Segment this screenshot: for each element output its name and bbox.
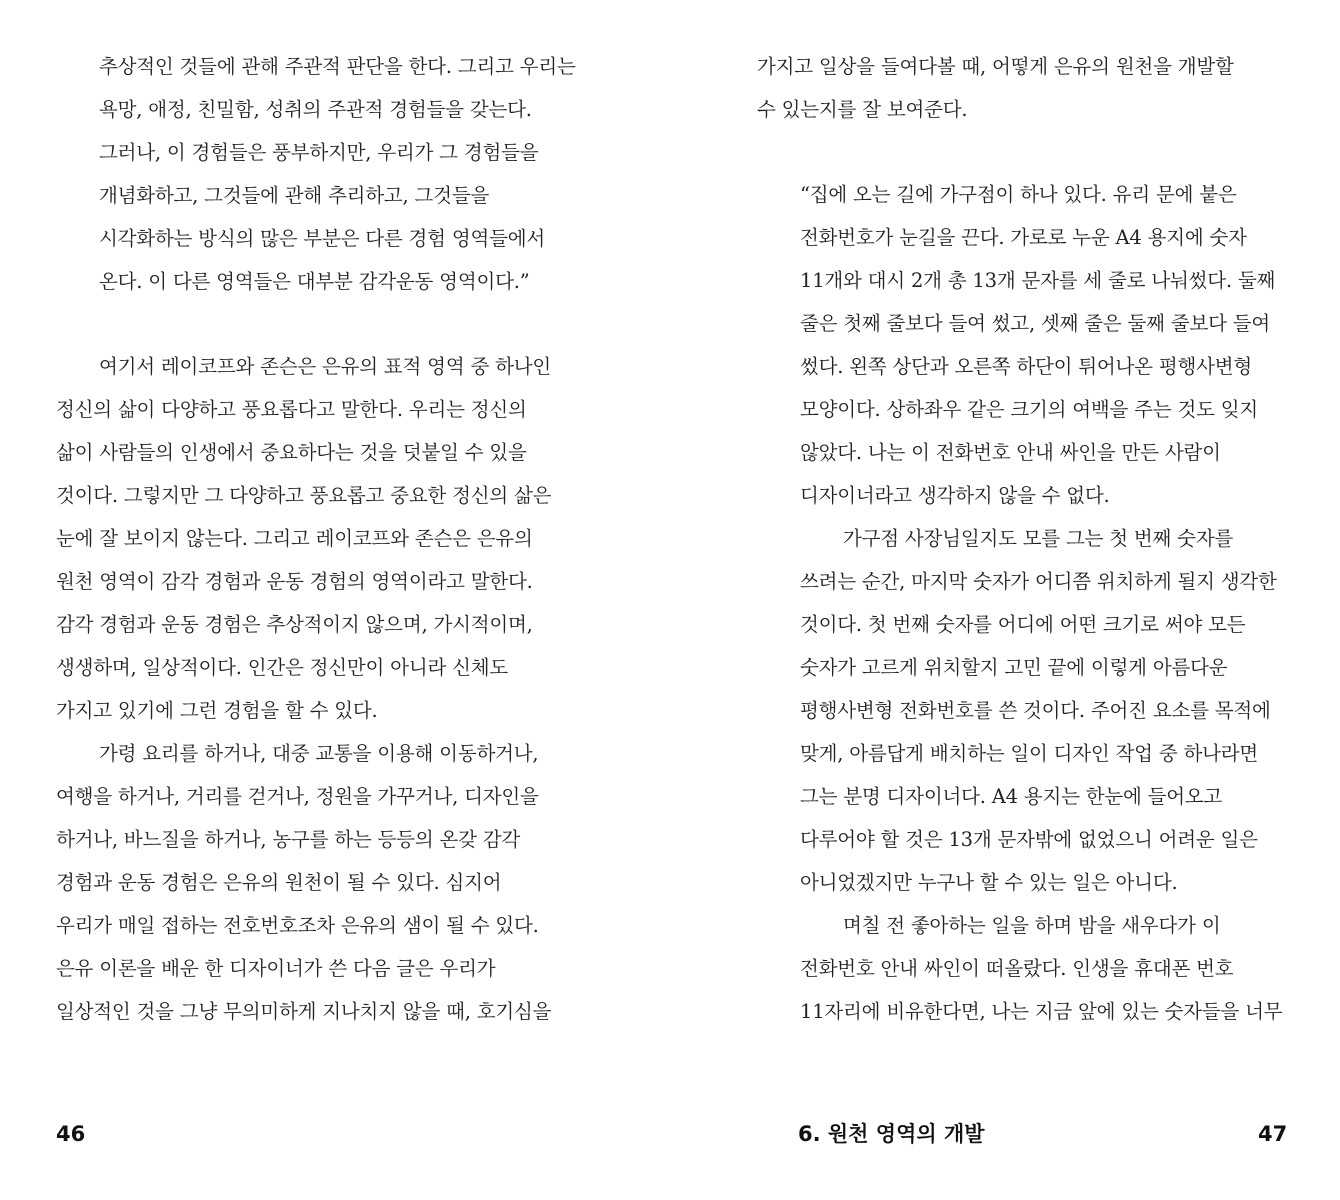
text-line: 숫자가 고르게 위치할지 고민 끝에 이렇게 아름다운 <box>800 656 1228 679</box>
text-line: 아니었겠지만 누구나 할 수 있는 일은 아니다. <box>800 871 1178 894</box>
text-line: 디자이너라고 생각하지 않을 수 없다. <box>800 484 1110 507</box>
text-line: 원천 영역이 감각 경험과 운동 경험의 영역이라고 말한다. <box>56 570 533 593</box>
text-line: 그러나, 이 경험들은 풍부하지만, 우리가 그 경험들을 <box>99 141 539 164</box>
text-line: 것이다. 그렇지만 그 다양하고 풍요롭고 중요한 정신의 삶은 <box>56 484 552 507</box>
paragraph-first-line: 며칠 전 좋아하는 일을 하며 밤을 새우다가 이 <box>843 914 1221 937</box>
body-text <box>56 345 551 1033</box>
text-line: 맞게, 아름답게 배치하는 일이 디자인 작업 중 하나라면 <box>800 742 1259 765</box>
text-line: 쓰려는 순간, 마지막 숫자가 어디쯤 위치하게 될지 생각한 <box>800 570 1277 593</box>
paragraph-first-line: 가구점 사장님일지도 모를 그는 첫 번째 숫자를 <box>843 527 1234 550</box>
text-line: 하거나, 바느질을 하거나, 농구를 하는 등등의 온갖 감각 <box>56 828 521 851</box>
text-line: 삶이 사람들의 인생에서 중요하다는 것을 덧붙일 수 있을 <box>56 441 527 464</box>
text-line: 전화번호가 눈길을 끈다. 가로로 누운 A4 용지에 숫자 <box>800 226 1247 249</box>
page-number: 47 <box>1258 1122 1288 1146</box>
text-line: 감각 경험과 운동 경험은 추상적이지 않으며, 가시적이며, <box>56 613 533 636</box>
page-number: 46 <box>56 1122 86 1146</box>
text-line: 모양이다. 상하좌우 같은 크기의 여백을 주는 것도 잊지 <box>800 398 1259 421</box>
paragraph-first-line: 가령 요리를 하거나, 대중 교통을 이용해 이동하거나, <box>99 742 539 765</box>
text-line: 시각화하는 방식의 많은 부분은 다른 경험 영역들에서 <box>99 227 546 250</box>
text-line: 생생하며, 일상적이다. 인간은 정신만이 아니라 신체도 <box>56 656 509 679</box>
running-head-chapter-title: 6. 원천 영역의 개발 <box>798 1122 985 1146</box>
right-page <box>670 0 1340 1200</box>
text-line: 수 있는지를 잘 보여준다. <box>757 98 968 121</box>
text-line: 평행사변형 전화번호를 쓴 것이다. 주어진 요소를 목적에 <box>800 699 1271 722</box>
text-line: 추상적인 것들에 관해 주관적 판단을 한다. 그리고 우리는 <box>99 55 576 78</box>
text-line: 가지고 일상을 들여다볼 때, 어떻게 은유의 원천을 개발할 <box>757 55 1234 78</box>
text-line: 11개와 대시 2개 총 13개 문자를 세 줄로 나눠썼다. 둘째 <box>800 269 1276 292</box>
text-line: 줄은 첫째 줄보다 들여 썼고, 셋째 줄은 둘째 줄보다 들여 <box>800 312 1270 335</box>
text-line: 경험과 운동 경험은 은유의 원천이 될 수 있다. 심지어 <box>56 871 502 894</box>
text-line: 가지고 있기에 그런 경험을 할 수 있다. <box>56 699 378 722</box>
lead-text <box>757 45 1234 131</box>
paragraph-first-line: 여기서 레이코프와 존슨은 은유의 표적 영역 중 하나인 <box>99 355 552 378</box>
text-line: 다루어야 할 것은 13개 문자밖에 없었으니 어려운 일은 <box>800 828 1258 851</box>
text-line: 전화번호 안내 싸인이 떠올랐다. 인생을 휴대폰 번호 <box>800 957 1234 980</box>
text-line: “집에 오는 길에 가구점이 하나 있다. 유리 문에 붙은 <box>800 183 1237 206</box>
text-line: 일상적인 것을 그냥 무의미하게 지나치지 않을 때, 호기심을 <box>56 1000 552 1023</box>
text-line: 11자리에 비유한다면, 나는 지금 앞에 있는 숫자들을 너무 <box>800 1000 1283 1023</box>
block-quote <box>99 45 576 303</box>
text-line: 은유 이론을 배운 한 디자이너가 쓴 다음 글은 우리가 <box>56 957 496 980</box>
text-line: 정신의 삶이 다양하고 풍요롭다고 말한다. 우리는 정신의 <box>56 398 527 421</box>
block-quote <box>800 173 1282 1033</box>
text-line: 않았다. 나는 이 전화번호 안내 싸인을 만든 사람이 <box>800 441 1221 464</box>
text-line: 썼다. 왼쪽 상단과 오른쪽 하단이 튀어나온 평행사변형 <box>800 355 1253 378</box>
text-line: 여행을 하거나, 거리를 걷거나, 정원을 가꾸거나, 디자인을 <box>56 785 539 808</box>
text-line: 온다. 이 다른 영역들은 대부분 감각운동 영역이다.” <box>99 270 530 293</box>
text-line: 그는 분명 디자이너다. A4 용지는 한눈에 들어오고 <box>800 785 1223 808</box>
text-line: 눈에 잘 보이지 않는다. 그리고 레이코프와 존슨은 은유의 <box>56 527 533 550</box>
text-line: 욕망, 애정, 친밀함, 성취의 주관적 경험들을 갖는다. <box>99 98 532 121</box>
text-line: 우리가 매일 접하는 전호번호조차 은유의 샘이 될 수 있다. <box>56 914 539 937</box>
text-line: 개념화하고, 그것들에 관해 추리하고, 그것들을 <box>99 184 490 207</box>
text-line: 것이다. 첫 번째 숫자를 어디에 어떤 크기로 써야 모든 <box>800 613 1246 636</box>
